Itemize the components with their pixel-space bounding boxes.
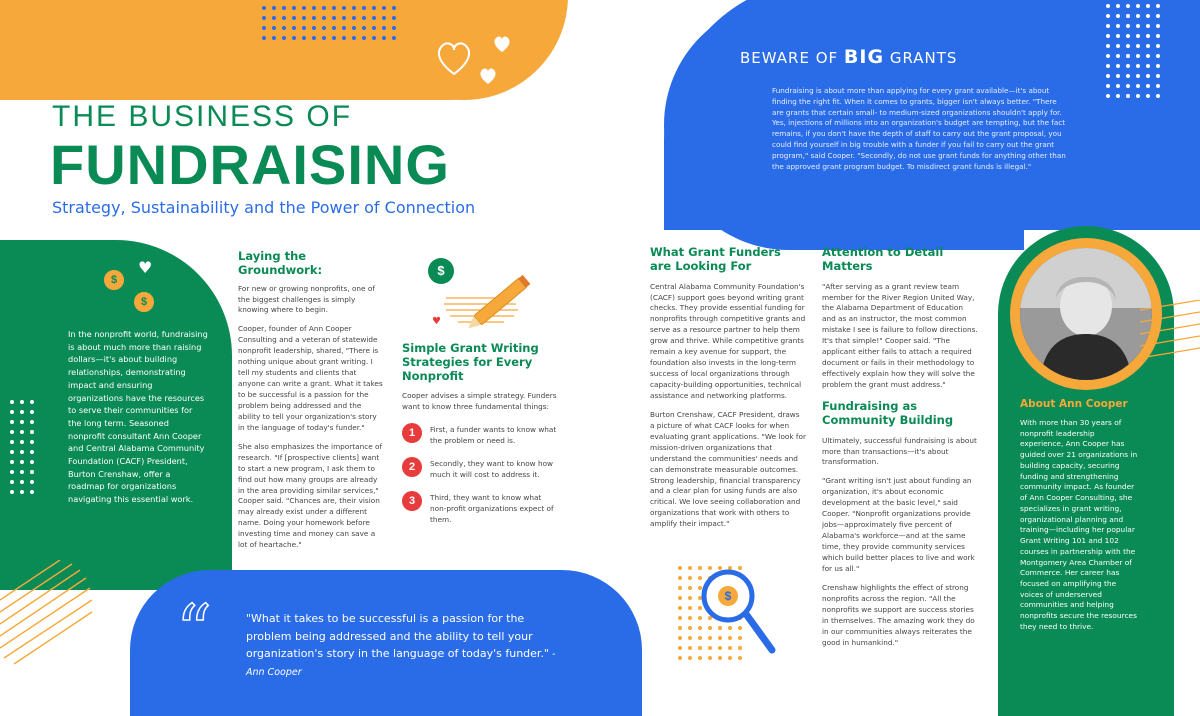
- dots-left-edge: [10, 400, 34, 494]
- dot: [312, 6, 316, 10]
- intro-text: In the nonprofit world, fundraising is about much more than raising dollars—it's about building relationships, demonstrating impact and ensuring organizations have the resources to serve their communities for the long term. Seasoned nonprofit consultant Ann Cooper and Central Alabama Community Foundation (CACF) President, Burton Crenshaw, offer a roadmap for organizations navigating this essential work.: [68, 329, 208, 505]
- dot: [322, 6, 326, 10]
- dot: [282, 26, 286, 30]
- dot: [688, 586, 692, 590]
- dot: [362, 16, 366, 20]
- dot: [678, 586, 682, 590]
- dot: [332, 36, 336, 40]
- dot: [20, 480, 24, 484]
- groundwork-p2: Cooper, founder of Ann Cooper Consulting and a veteran of statewide nonprofit leadership, shared, "There is nothing unique about grant writing. I tell my students and clients that anyone can write a grant. What it takes to be successful is a passion for the problem being addressed and the ability to tell your organization's story in the language of today's funder.": [238, 324, 383, 432]
- dot: [688, 616, 692, 620]
- step-number-icon: 2: [402, 457, 422, 477]
- community-heading: Fundraising as Community Building: [822, 399, 954, 427]
- dot: [312, 26, 316, 30]
- dot: [688, 636, 692, 640]
- dot: [272, 6, 276, 10]
- community-p3: Crenshaw highlights the effect of strong nonprofits across the region. "All the nonprofits we support are success stories in themselves. The amazing work they do in our communities always reiterates the good in humankind.": [822, 582, 975, 647]
- magnifier-icon: [698, 566, 788, 666]
- dot: [30, 450, 34, 454]
- strategy-step: [402, 491, 558, 526]
- dot: [262, 26, 266, 30]
- detail-section: [822, 246, 978, 399]
- dot: [30, 460, 34, 464]
- dot: [312, 16, 316, 20]
- community-body: [822, 436, 978, 649]
- strategy-step: [402, 423, 558, 447]
- dot: [20, 430, 24, 434]
- dot: [688, 626, 692, 630]
- dot: [1136, 44, 1140, 48]
- dot: [272, 16, 276, 20]
- funders-section: [650, 246, 806, 538]
- dot: [678, 576, 682, 580]
- dot: [1156, 64, 1160, 68]
- dot: [262, 6, 266, 10]
- funders-p2: Burton Crenshaw, CACF President, draws a picture of what CACF looks for when evaluating grant applications. "We look for mission-driven organizations that understand the communities' needs and can demonstrate measurable outcomes. Strong leadership, financial transparency and a clear plan for using funds are also critical. We love seeing collaboration and organizations that work with others to amplify their impact.": [650, 409, 806, 529]
- dot: [20, 440, 24, 444]
- dot: [1136, 54, 1140, 58]
- dot: [20, 460, 24, 464]
- about-body: With more than 30 years of nonprofit leadership experience, Ann Cooper has guided over 21 organizations in building capacity, securing funding and strengthening community impact. As founder of Ann Cooper Consulting, she specializes in grant writing, organizational planning and training—including her popular Grant Writing 101 and 102 courses in partnership with the Montgomery Area Chamber of Commerce. Her career has focused on amplifying the voices of underserved communities and helping nonprofits secure the resources they need to thrive.: [1020, 418, 1138, 631]
- detail-heading: Attention to Detail Matters: [822, 245, 944, 273]
- dot: [362, 6, 366, 10]
- dot: [678, 616, 682, 620]
- dot: [1106, 4, 1110, 8]
- dot: [332, 6, 336, 10]
- dot: [1146, 84, 1150, 88]
- dot: [1116, 24, 1120, 28]
- dot: [1136, 34, 1140, 38]
- ann-cooper-photo: [1020, 248, 1152, 380]
- groundwork-p1: For new or growing nonprofits, one of the biggest challenges is simply knowing where to begin.: [238, 283, 375, 315]
- dot: [1126, 84, 1130, 88]
- dot: [10, 430, 14, 434]
- dollar-coin-icon: $: [132, 290, 156, 314]
- dot: [272, 26, 276, 30]
- dot: [1156, 4, 1160, 8]
- dot: [10, 460, 14, 464]
- dot: [20, 470, 24, 474]
- dot: [372, 6, 376, 10]
- subtitle: Strategy, Sustainability and the Power of Connection: [52, 198, 476, 217]
- dot: [262, 16, 266, 20]
- community-section: [822, 400, 978, 656]
- dot: [678, 626, 682, 630]
- dot: [678, 656, 682, 660]
- dot: [1146, 34, 1150, 38]
- dots-top-right: [1106, 4, 1160, 98]
- strategy-step: [402, 457, 558, 481]
- dot: [1136, 24, 1140, 28]
- dot: [30, 470, 34, 474]
- dot: [1146, 14, 1150, 18]
- dot: [392, 36, 396, 40]
- dot: [292, 26, 296, 30]
- dot: [302, 36, 306, 40]
- dot: [30, 420, 34, 424]
- dot: [1146, 24, 1150, 28]
- dot: [1126, 74, 1130, 78]
- pull-quote-text: "What it takes to be successful is a passion for the problem being addressed and the ability to tell your organization's story in the language of today's funder.": [246, 612, 549, 661]
- dot: [1116, 74, 1120, 78]
- dot: [688, 576, 692, 580]
- step-text: Third, they want to know what non-profit organizations expect of them.: [430, 493, 554, 524]
- dot: [20, 400, 24, 404]
- dot: [302, 16, 306, 20]
- dot: [1106, 74, 1110, 78]
- dot: [1146, 44, 1150, 48]
- title-line-2: FUNDRAISING: [50, 133, 450, 196]
- dot: [688, 646, 692, 650]
- dot: [678, 596, 682, 600]
- dot: [10, 450, 14, 454]
- step-number-icon: 1: [402, 423, 422, 443]
- dot: [262, 36, 266, 40]
- dollar-coin-icon: $: [102, 268, 126, 292]
- dot: [1146, 54, 1150, 58]
- dot: [1116, 94, 1120, 98]
- pull-quote-attribution: - Ann Cooper: [246, 649, 556, 678]
- dot: [1156, 24, 1160, 28]
- funders-body: [650, 282, 806, 531]
- hearts-top-icon: [432, 30, 522, 90]
- dot: [1156, 54, 1160, 58]
- dot: [332, 16, 336, 20]
- dot: [10, 420, 14, 424]
- dot: [10, 410, 14, 414]
- dot: [392, 26, 396, 30]
- dot: [352, 6, 356, 10]
- dot: [1106, 54, 1110, 58]
- dot: [342, 6, 346, 10]
- pencil-icon: [440, 264, 550, 334]
- dot: [10, 400, 14, 404]
- dot: [342, 16, 346, 20]
- dot: [1156, 34, 1160, 38]
- strategies-steps: [402, 423, 558, 526]
- dot: [1126, 64, 1130, 68]
- step-text: Secondly, they want to know how much it will cost to address it.: [430, 459, 553, 480]
- dot: [382, 16, 386, 20]
- dot: [1156, 74, 1160, 78]
- dot: [10, 490, 14, 494]
- dot: [382, 36, 386, 40]
- funders-p1: Central Alabama Community Foundation's (CACF) support goes beyond writing grant checks. They provide essential funding for nonprofits through competitive grants and serve as a resource partner to help them grow and thrive. While competitive grants remain a key avenue for support, the foundation also invests in the long-term success of local organizations through capacity-building opportunities, technical assistance and networking platforms.: [650, 281, 806, 400]
- dot: [1146, 94, 1150, 98]
- groundwork-section: [238, 250, 384, 559]
- dot: [322, 36, 326, 40]
- dot: [1126, 54, 1130, 58]
- dot: [362, 36, 366, 40]
- dot: [1146, 74, 1150, 78]
- dot: [1156, 94, 1160, 98]
- dot: [1156, 84, 1160, 88]
- dot: [282, 16, 286, 20]
- dot: [312, 36, 316, 40]
- dot: [322, 26, 326, 30]
- dot: [1126, 24, 1130, 28]
- dot: [30, 430, 34, 434]
- dot: [1136, 84, 1140, 88]
- community-p1: Ultimately, successful fundraising is about more than transactions—it's about transformation.: [822, 435, 977, 467]
- dot: [30, 410, 34, 414]
- dot: [678, 636, 682, 640]
- dot: [1136, 14, 1140, 18]
- dot: [1146, 4, 1150, 8]
- dot: [1116, 84, 1120, 88]
- dot: [10, 440, 14, 444]
- small-heart-icon: ♥: [432, 316, 441, 327]
- dot: [1116, 44, 1120, 48]
- dot: [372, 36, 376, 40]
- dot: [372, 16, 376, 20]
- dot: [1116, 14, 1120, 18]
- dots-top-left: [262, 6, 396, 40]
- dot: [1136, 74, 1140, 78]
- dot: [10, 480, 14, 484]
- svg-text:$: $: [724, 589, 732, 603]
- dot: [20, 420, 24, 424]
- detail-body: [822, 282, 978, 391]
- dot: [688, 656, 692, 660]
- dot: [1156, 44, 1160, 48]
- hatch-lines-decoration: [0, 560, 100, 670]
- dot: [1106, 34, 1110, 38]
- heart-icon: ♥: [138, 258, 153, 277]
- detail-p1: "After serving as a grant review team member for the River Region United Way, the Alabama Department of Education and as an instructor, the most common mistake I see is failure to follow directions. It's that simple!" Cooper said. "The applicant either fails to attach a required document or fails in their methodology to effectively explain how they will solve the problem the grant must address.": [822, 281, 978, 390]
- dot: [1106, 84, 1110, 88]
- strategies-heading: Simple Grant Writing Strategies for Every Nonprofit: [402, 341, 539, 383]
- dot: [332, 26, 336, 30]
- dot: [1126, 44, 1130, 48]
- dot: [30, 400, 34, 404]
- dot: [362, 26, 366, 30]
- dot: [30, 490, 34, 494]
- dot: [1136, 64, 1140, 68]
- dot: [382, 6, 386, 10]
- dot: [352, 26, 356, 30]
- dot: [30, 440, 34, 444]
- dot: [688, 596, 692, 600]
- dot: [1116, 54, 1120, 58]
- dot: [292, 6, 296, 10]
- dot: [30, 480, 34, 484]
- dot: [392, 16, 396, 20]
- dot: [678, 646, 682, 650]
- dot: [1136, 4, 1140, 8]
- grants-heading-pre: BEWARE OF: [740, 49, 844, 67]
- dot: [292, 16, 296, 20]
- groundwork-p3: She also emphasizes the importance of research. "If [prospective clients] want to start a new program, I ask them to find out how many groups are already in the area providing similar services," Cooper said. "Chances are, their vision may already exist under a different name. Doing your homework before investing time and money can save a lot of heartache.": [238, 441, 383, 550]
- dot: [302, 6, 306, 10]
- dot: [1116, 34, 1120, 38]
- dot: [1146, 64, 1150, 68]
- pull-quote: [246, 610, 566, 680]
- quote-mark-icon: “: [176, 590, 212, 672]
- dot: [10, 470, 14, 474]
- dot: [20, 410, 24, 414]
- grants-heading: [740, 46, 957, 68]
- dot: [1106, 44, 1110, 48]
- community-p2: "Grant writing isn't just about funding an organization, it's about economic development at the basic level," said Cooper. "Nonprofit organizations provide jobs—approximately five percent of Alabama's workforce—and at the same time, they provide community services which build better places to live and work for us all.": [822, 476, 975, 573]
- dot: [382, 26, 386, 30]
- grants-heading-big: BIG: [843, 46, 885, 68]
- dot: [1126, 14, 1130, 18]
- step-text: First, a funder wants to know what the problem or need is.: [430, 425, 557, 446]
- dot: [20, 450, 24, 454]
- funders-heading: What Grant Funders are Looking For: [650, 245, 781, 273]
- dot: [1106, 14, 1110, 18]
- dot: [352, 36, 356, 40]
- dot: [678, 566, 682, 570]
- dot: [1126, 94, 1130, 98]
- dot: [1126, 4, 1130, 8]
- title-line-1: THE BUSINESS OF: [52, 100, 353, 133]
- dot: [688, 606, 692, 610]
- dot: [20, 490, 24, 494]
- about-heading: About Ann Cooper: [1020, 398, 1128, 410]
- dot: [1136, 94, 1140, 98]
- dollar-icon: $: [428, 258, 454, 284]
- dot: [688, 566, 692, 570]
- step-number-icon: 3: [402, 491, 422, 511]
- dot: [292, 36, 296, 40]
- grants-body: Fundraising is about more than applying for every grant available—it's about finding the right fit. When it comes to grants, bigger isn't always better. "There are grants that certain small- to medium-sized organizations shouldn't apply for. Yes, injections of millions into an organization's budget are tempting, but the fact remains, if you don't have the depth of staff to carry out the grant proposal, you could find yourself in big trouble with a funder if you fail to carry out the grant program," said Cooper. "Secondly, do not use grant funds for anything other than the approved grant program budget. To misdirect grant funds is illegal.": [772, 86, 1066, 171]
- dot: [1106, 24, 1110, 28]
- dot: [1156, 14, 1160, 18]
- portrait-silhouette-icon: [1020, 248, 1152, 380]
- dot: [1106, 94, 1110, 98]
- dot: [1116, 4, 1120, 8]
- dot: [272, 36, 276, 40]
- strategies-section: [402, 342, 558, 536]
- dot: [282, 36, 286, 40]
- groundwork-body: [238, 284, 384, 552]
- dot: [372, 26, 376, 30]
- dot: [352, 16, 356, 20]
- dot: [322, 16, 326, 20]
- dot: [1106, 64, 1110, 68]
- dot: [282, 6, 286, 10]
- dot: [392, 6, 396, 10]
- dot: [342, 26, 346, 30]
- hatch-lines-right: [1140, 300, 1200, 370]
- strategies-intro: Cooper advises a simple strategy. Funders want to know three fundamental things:: [402, 391, 557, 412]
- dot: [1126, 34, 1130, 38]
- dot: [302, 26, 306, 30]
- dot: [678, 606, 682, 610]
- dot: [1116, 64, 1120, 68]
- grants-heading-post: GRANTS: [884, 49, 958, 67]
- groundwork-heading: Laying the Groundwork:: [238, 249, 323, 277]
- dot: [342, 36, 346, 40]
